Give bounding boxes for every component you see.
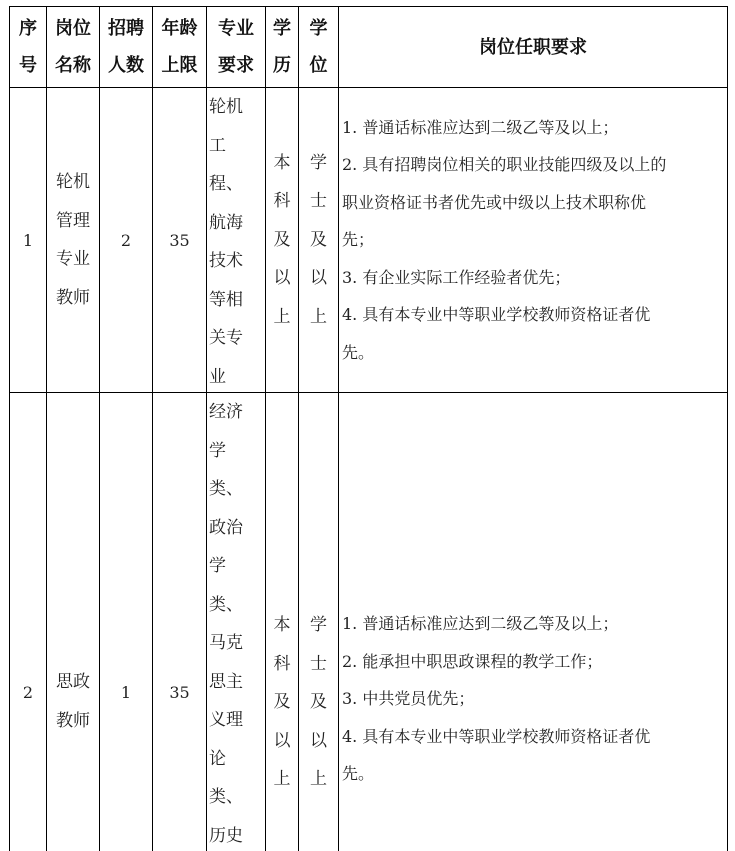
row1-position-name: 轮机 管理 专业 教师	[56, 172, 90, 308]
row2-age-limit: 35	[169, 683, 190, 702]
header-recruit-count: 招聘 人数	[108, 18, 144, 76]
row1-major-requirement: 轮机 工 程、 航海 技术 等相 关专 业	[209, 97, 243, 387]
recruitment-table	[9, 6, 728, 851]
header-position-name: 岗位 名称	[55, 18, 91, 76]
duty-line: 先；	[342, 230, 375, 250]
duty-line: 2. 能承担中职思政课程的教学工作；	[342, 651, 603, 671]
duty-line: 1. 普通话标准应达到二级乙等及以上；	[342, 614, 619, 633]
row1-education: 本 科 及 以 上	[273, 152, 291, 327]
duty-line: 4. 具有本专业中等职业学校教师资格证者优	[342, 726, 651, 746]
duty-line: 先。	[342, 342, 375, 362]
row1-duties	[339, 88, 727, 392]
row2-major-requirement: 经济 学 类、 政治 学 类、 马克 思主 义理 论 类、 历史	[209, 402, 243, 846]
duty-line: 1. 普通话标准应达到二级乙等及以上；	[342, 117, 619, 137]
row2-seq: 2	[22, 683, 34, 702]
table-border-right	[727, 6, 728, 851]
row2-degree: 学 士 及 以 上	[310, 615, 327, 789]
header-education: 学 历	[273, 18, 291, 76]
duty-line: 先。	[342, 764, 375, 783]
header-seq: 序 号	[19, 18, 37, 76]
header-age-limit: 年龄 上限	[161, 18, 198, 76]
duty-line: 3. 中共党员优先；	[342, 689, 475, 708]
row2-position-name: 思政 教师	[56, 672, 90, 731]
row1-seq: 1	[22, 230, 34, 250]
row2-recruit-count: 1	[120, 683, 132, 702]
row1-age-limit: 35	[169, 230, 190, 250]
row1-recruit-count: 2	[120, 230, 132, 250]
row2-duties	[339, 393, 727, 851]
header-major-requirement: 专业 要求	[218, 18, 254, 76]
row2-education: 本 科 及 以 上	[273, 615, 291, 789]
duty-line: 4. 具有本专业中等职业学校教师资格证者优	[342, 305, 651, 325]
duty-line: 职业资格证书者优先或中级以上技术职称优	[342, 192, 647, 212]
header-duties: 岗位任职要求	[479, 36, 587, 58]
header-degree: 学 位	[309, 18, 328, 76]
duty-line: 2. 具有招聘岗位相关的职业技能四级及以上的	[342, 155, 667, 175]
row1-degree: 学 士 及 以 上	[310, 152, 327, 327]
duty-line: 3. 有企业实际工作经验者优先；	[342, 267, 571, 287]
